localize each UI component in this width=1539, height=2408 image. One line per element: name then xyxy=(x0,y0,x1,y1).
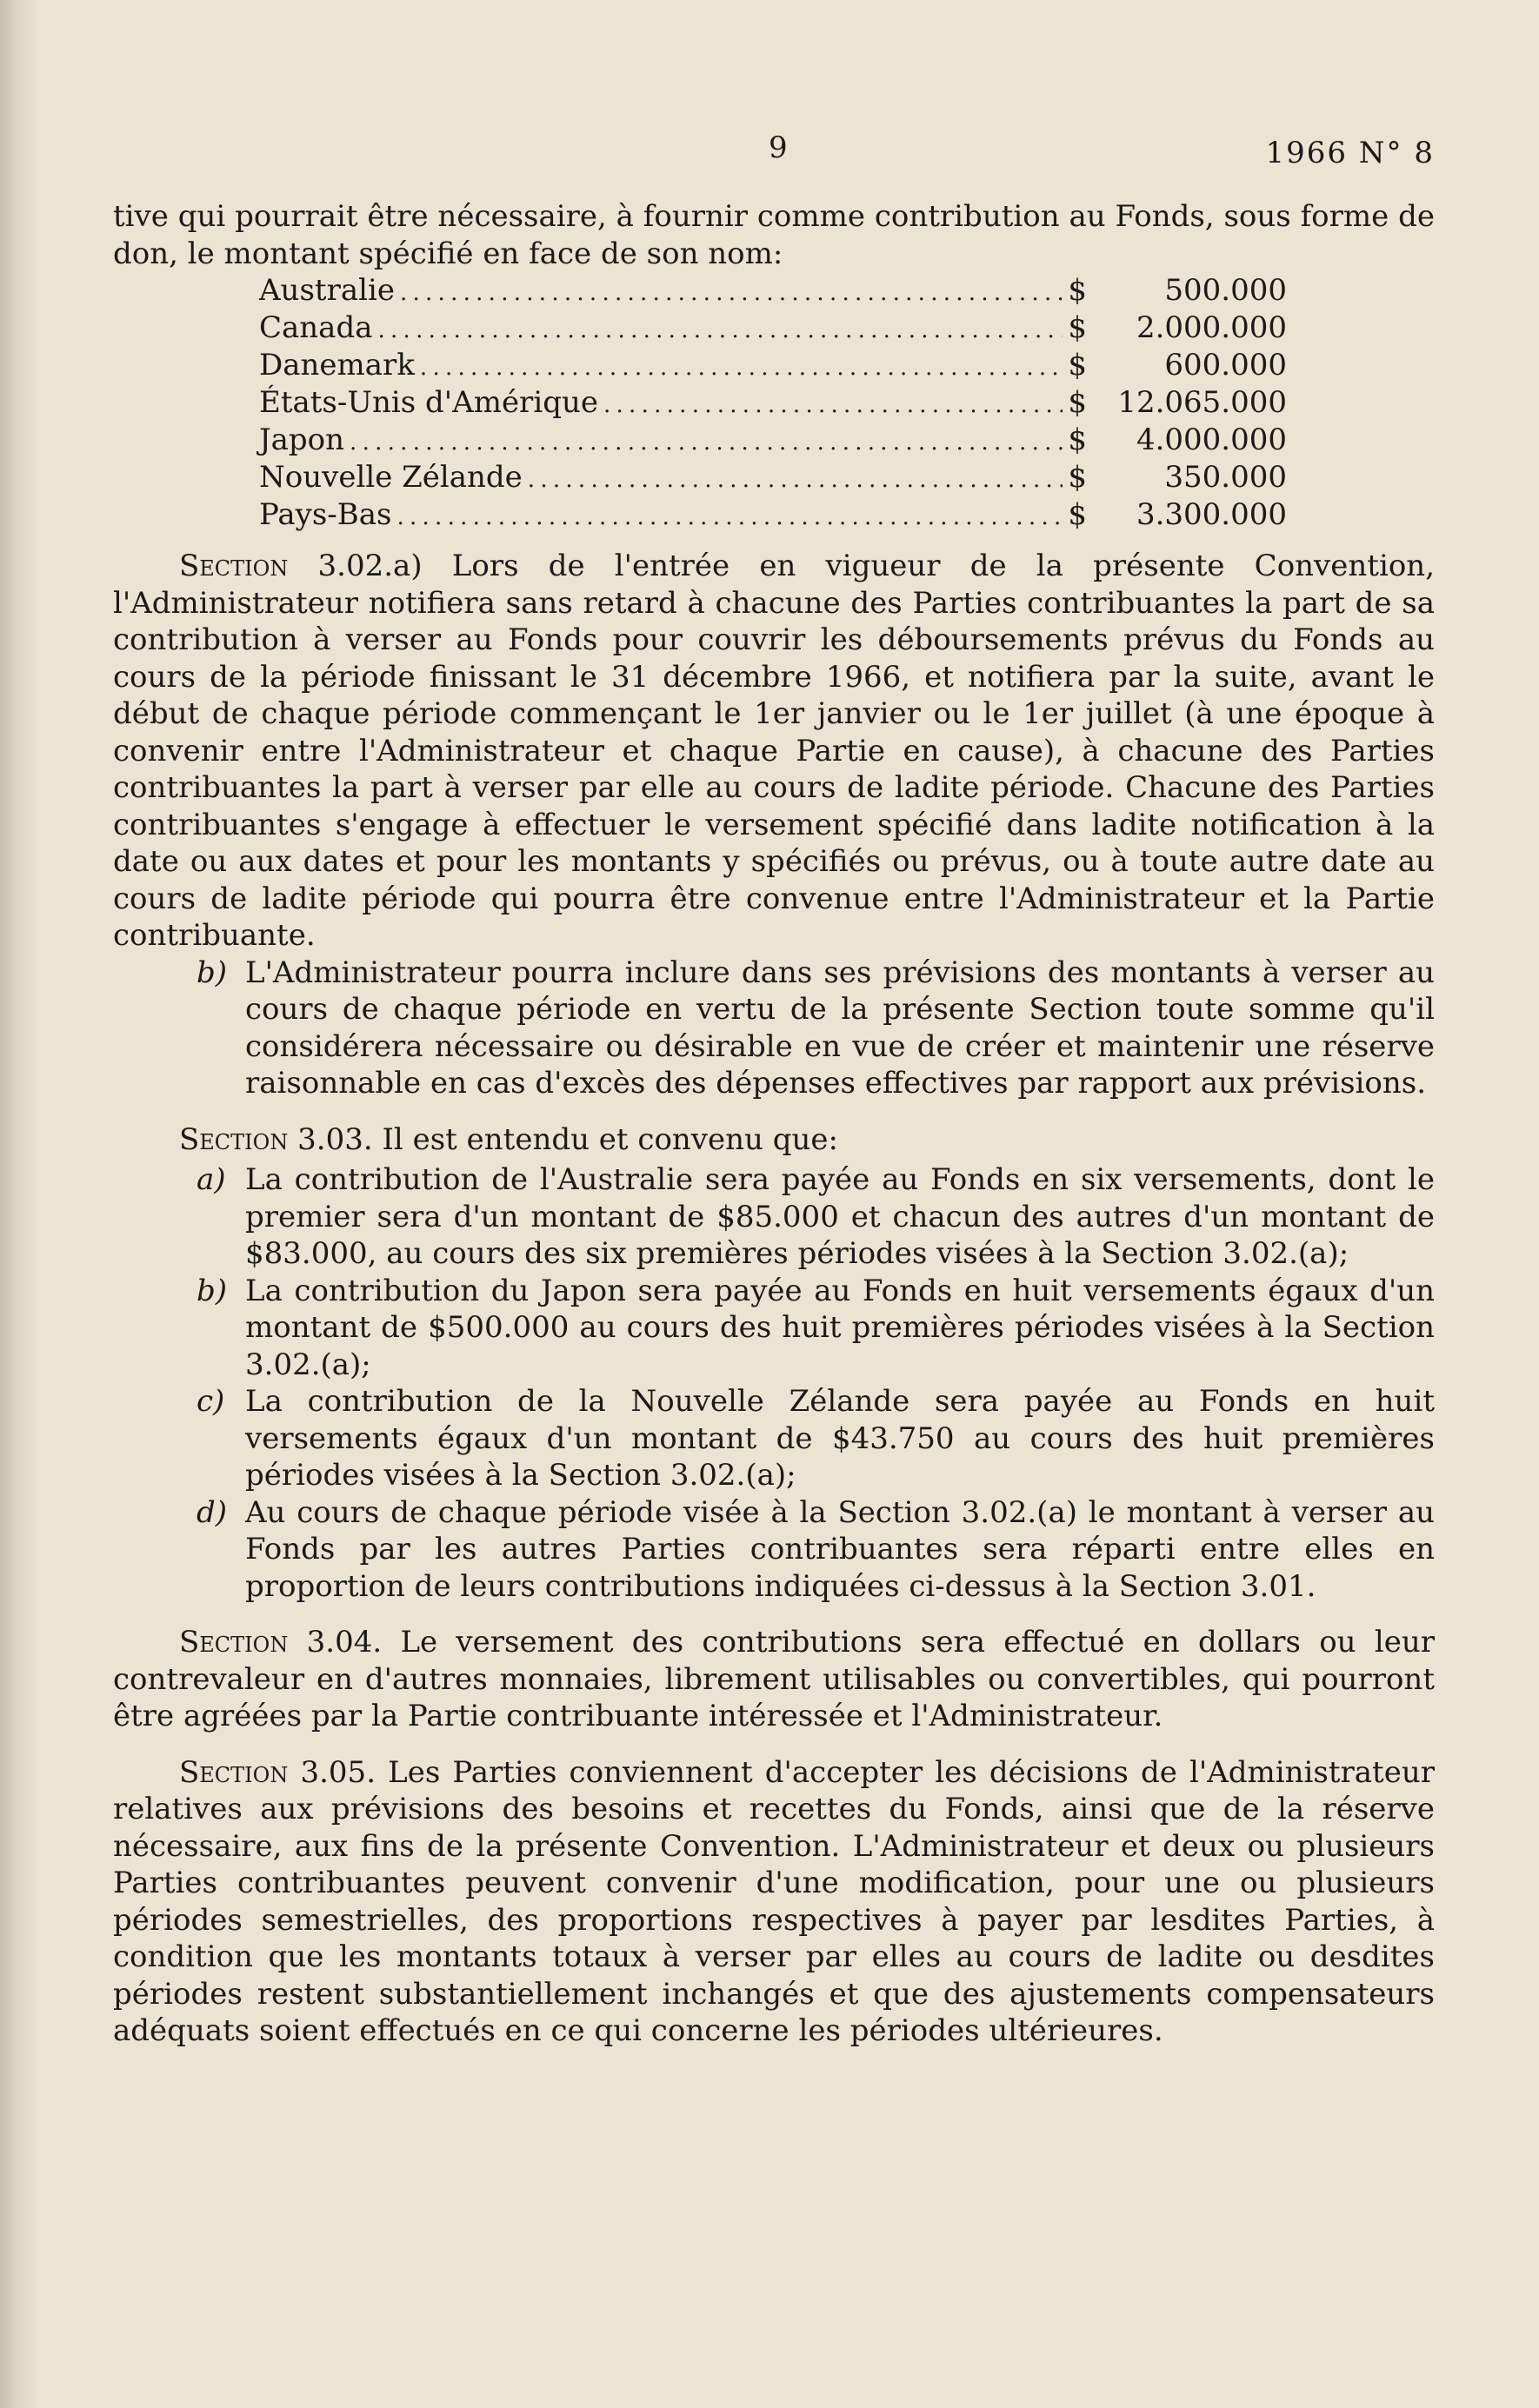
document-body xyxy=(113,198,1435,2050)
section-text: Il est entendu et convenu que: xyxy=(382,1121,838,1157)
currency-symbol: $ xyxy=(1068,273,1087,308)
list-item xyxy=(113,1161,1435,1273)
contribution-row xyxy=(259,459,1287,496)
contribution-row xyxy=(259,422,1287,459)
item-text: La contribution de la Nouvelle Zélande sera payée au Fonds en huit versements égaux d'un montant de $43.750 au cours des huit premières périodes visées à la Section 3.02.(a); xyxy=(245,1384,1435,1493)
country-name: Australie xyxy=(259,273,395,308)
dot-leader xyxy=(378,312,1063,349)
section-3-02-b xyxy=(113,955,1435,1102)
currency-symbol: $ xyxy=(1068,497,1087,532)
dot-leader xyxy=(528,462,1063,499)
section-3-04 xyxy=(113,1624,1435,1735)
currency-symbol: $ xyxy=(1068,460,1087,495)
country-name: Canada xyxy=(259,310,373,345)
page-binding-shadow xyxy=(0,0,40,2408)
item-letter: d) xyxy=(197,1494,228,1530)
section-number: 3.05. xyxy=(300,1754,376,1790)
contribution-row xyxy=(259,347,1287,384)
currency-symbol: $ xyxy=(1068,385,1087,420)
item-letter: a) xyxy=(197,1162,226,1197)
item-letter: b) xyxy=(197,955,228,990)
section-text: Les Parties conviennent d'accepter les décisions de l'Administrateur relatives aux prévisions des besoins et recettes du Fonds, ainsi que de la réserve nécessaire, aux fins de la présente Convention. L'Administrateur et deux ou plusieurs Parties contribuantes peuvent convenir d'une modification, pour une ou plusieurs périodes semestrielles, des proportions respectives à payer par lesdites Parties, à condition que les montants totaux à verser par elles au cours de ladite ou desdites périodes restent substantiellement inchangés et que des ajustements compensateurs adéquats soient effectués en ce qui concerne les périodes ultérieures. xyxy=(113,1754,1435,2048)
contribution-amount: 2.000.000 xyxy=(1136,310,1287,345)
country-name: Japon xyxy=(259,422,345,457)
currency-symbol: $ xyxy=(1068,348,1087,382)
intro-paragraph: tive qui pourrait être nécessaire, à fournir comme contribution au Fonds, sous forme de don, le montant spécifié en face de son nom: xyxy=(113,199,1435,271)
currency-symbol: $ xyxy=(1068,310,1087,345)
list-item xyxy=(113,1494,1435,1606)
dot-leader xyxy=(420,349,1063,387)
country-name: Pays-Bas xyxy=(259,497,392,532)
country-name: Danemark xyxy=(259,348,415,382)
item-text: La contribution du Japon sera payée au Fonds en huit versements égaux d'un montant de $500.000 au cours des huit premières périodes visées à la Section 3.02.(a); xyxy=(245,1273,1435,1382)
section-heading: Section xyxy=(179,1121,289,1157)
section-3-03 xyxy=(113,1121,1435,1159)
section-heading: Section xyxy=(179,549,289,583)
dot-leader xyxy=(396,499,1063,536)
contribution-amount: 3.300.000 xyxy=(1136,497,1287,532)
section-heading: Section xyxy=(179,1625,289,1660)
contribution-amount: 600.000 xyxy=(1164,348,1287,382)
dot-leader xyxy=(350,424,1063,462)
page-number: 9 xyxy=(769,130,788,165)
section-text: Lors de l'entrée en vigueur de la présente Convention, l'Administrateur notifiera sans retard à chacune des Parties contribuantes la part de sa contribution à verser au Fonds pour couvrir les déboursements prévus du Fonds au cours de la période finissant le 31 décembre 1966, et notifiera par la suite, avant le début de chaque période commençant le 1er janvier ou le 1er juillet (à une époque à convenir entre l'Administrateur et chaque Partie en cause), à chacune des Parties contribuantes la part à verser par elle au cours de ladite période. Chacune des Parties contribuantes s'engage à effectuer le versement spécifié dans ladite notification à la date ou aux dates et pour les montants y spécifiés ou prévus, ou à toute autre date au cours de ladite période qui pourra être convenue entre l'Administrateur et la Partie contribuante. xyxy=(113,549,1435,953)
item-text: La contribution de l'Australie sera payée au Fonds en six versements, dont le premier sera d'un montant de $85.000 et chacun des autres d'un montant de $83.000, au cours des six premières périodes visées à la Section 3.02.(a); xyxy=(245,1162,1435,1271)
section-3-05 xyxy=(113,1754,1435,2050)
document-reference: 1966 N° 8 xyxy=(1265,136,1435,170)
section-3-02-a xyxy=(113,548,1435,955)
item-text: L'Administrateur pourra inclure dans ses prévisions des montants à verser au cours de chaque période en vertu de la présente Section toute somme qu'il considérera nécessaire ou désirable en vue de créer et maintenir une réserve raisonnable en cas d'excès des dépenses effectives par rapport aux prévisions. xyxy=(245,955,1435,1101)
contribution-row xyxy=(259,272,1287,309)
list-item xyxy=(113,1383,1435,1494)
dot-leader xyxy=(400,275,1063,312)
section-number: 3.02.a) xyxy=(317,549,423,583)
section-number: 3.04. xyxy=(306,1625,383,1660)
contribution-row xyxy=(259,496,1287,534)
currency-symbol: $ xyxy=(1068,422,1087,457)
section-heading: Section xyxy=(179,1754,289,1790)
section-3-03-items xyxy=(113,1161,1435,1605)
country-name: États-Unis d'Amérique xyxy=(259,385,598,420)
contribution-amount: 500.000 xyxy=(1164,273,1287,308)
item-text: Au cours de chaque période visée à la Section 3.02.(a) le montant à verser au Fonds par les autres Parties contribuantes sera réparti entre elles en proportion de leurs contributions indiquées ci-dessus à la Section 3.01. xyxy=(245,1494,1435,1604)
country-name: Nouvelle Zélande xyxy=(259,460,523,495)
contribution-amount: 350.000 xyxy=(1164,460,1287,495)
list-item xyxy=(113,1273,1435,1384)
dot-leader xyxy=(603,387,1063,424)
contribution-row xyxy=(259,384,1287,422)
contribution-amount: 12.065.000 xyxy=(1117,385,1287,420)
item-letter: c) xyxy=(197,1384,225,1419)
section-number: 3.03. xyxy=(297,1121,373,1157)
item-letter: b) xyxy=(197,1273,228,1308)
section-text: Le versement des contributions sera effectué en dollars ou leur contrevaleur en d'autres monnaies, librement utilisables ou convertibles, qui pourront être agréées par la Partie contribuante intéressée et l'Administrateur. xyxy=(113,1625,1436,1733)
page-header xyxy=(0,130,1539,183)
contribution-row xyxy=(259,309,1287,347)
contribution-list xyxy=(259,272,1287,534)
contribution-amount: 4.000.000 xyxy=(1136,422,1287,457)
